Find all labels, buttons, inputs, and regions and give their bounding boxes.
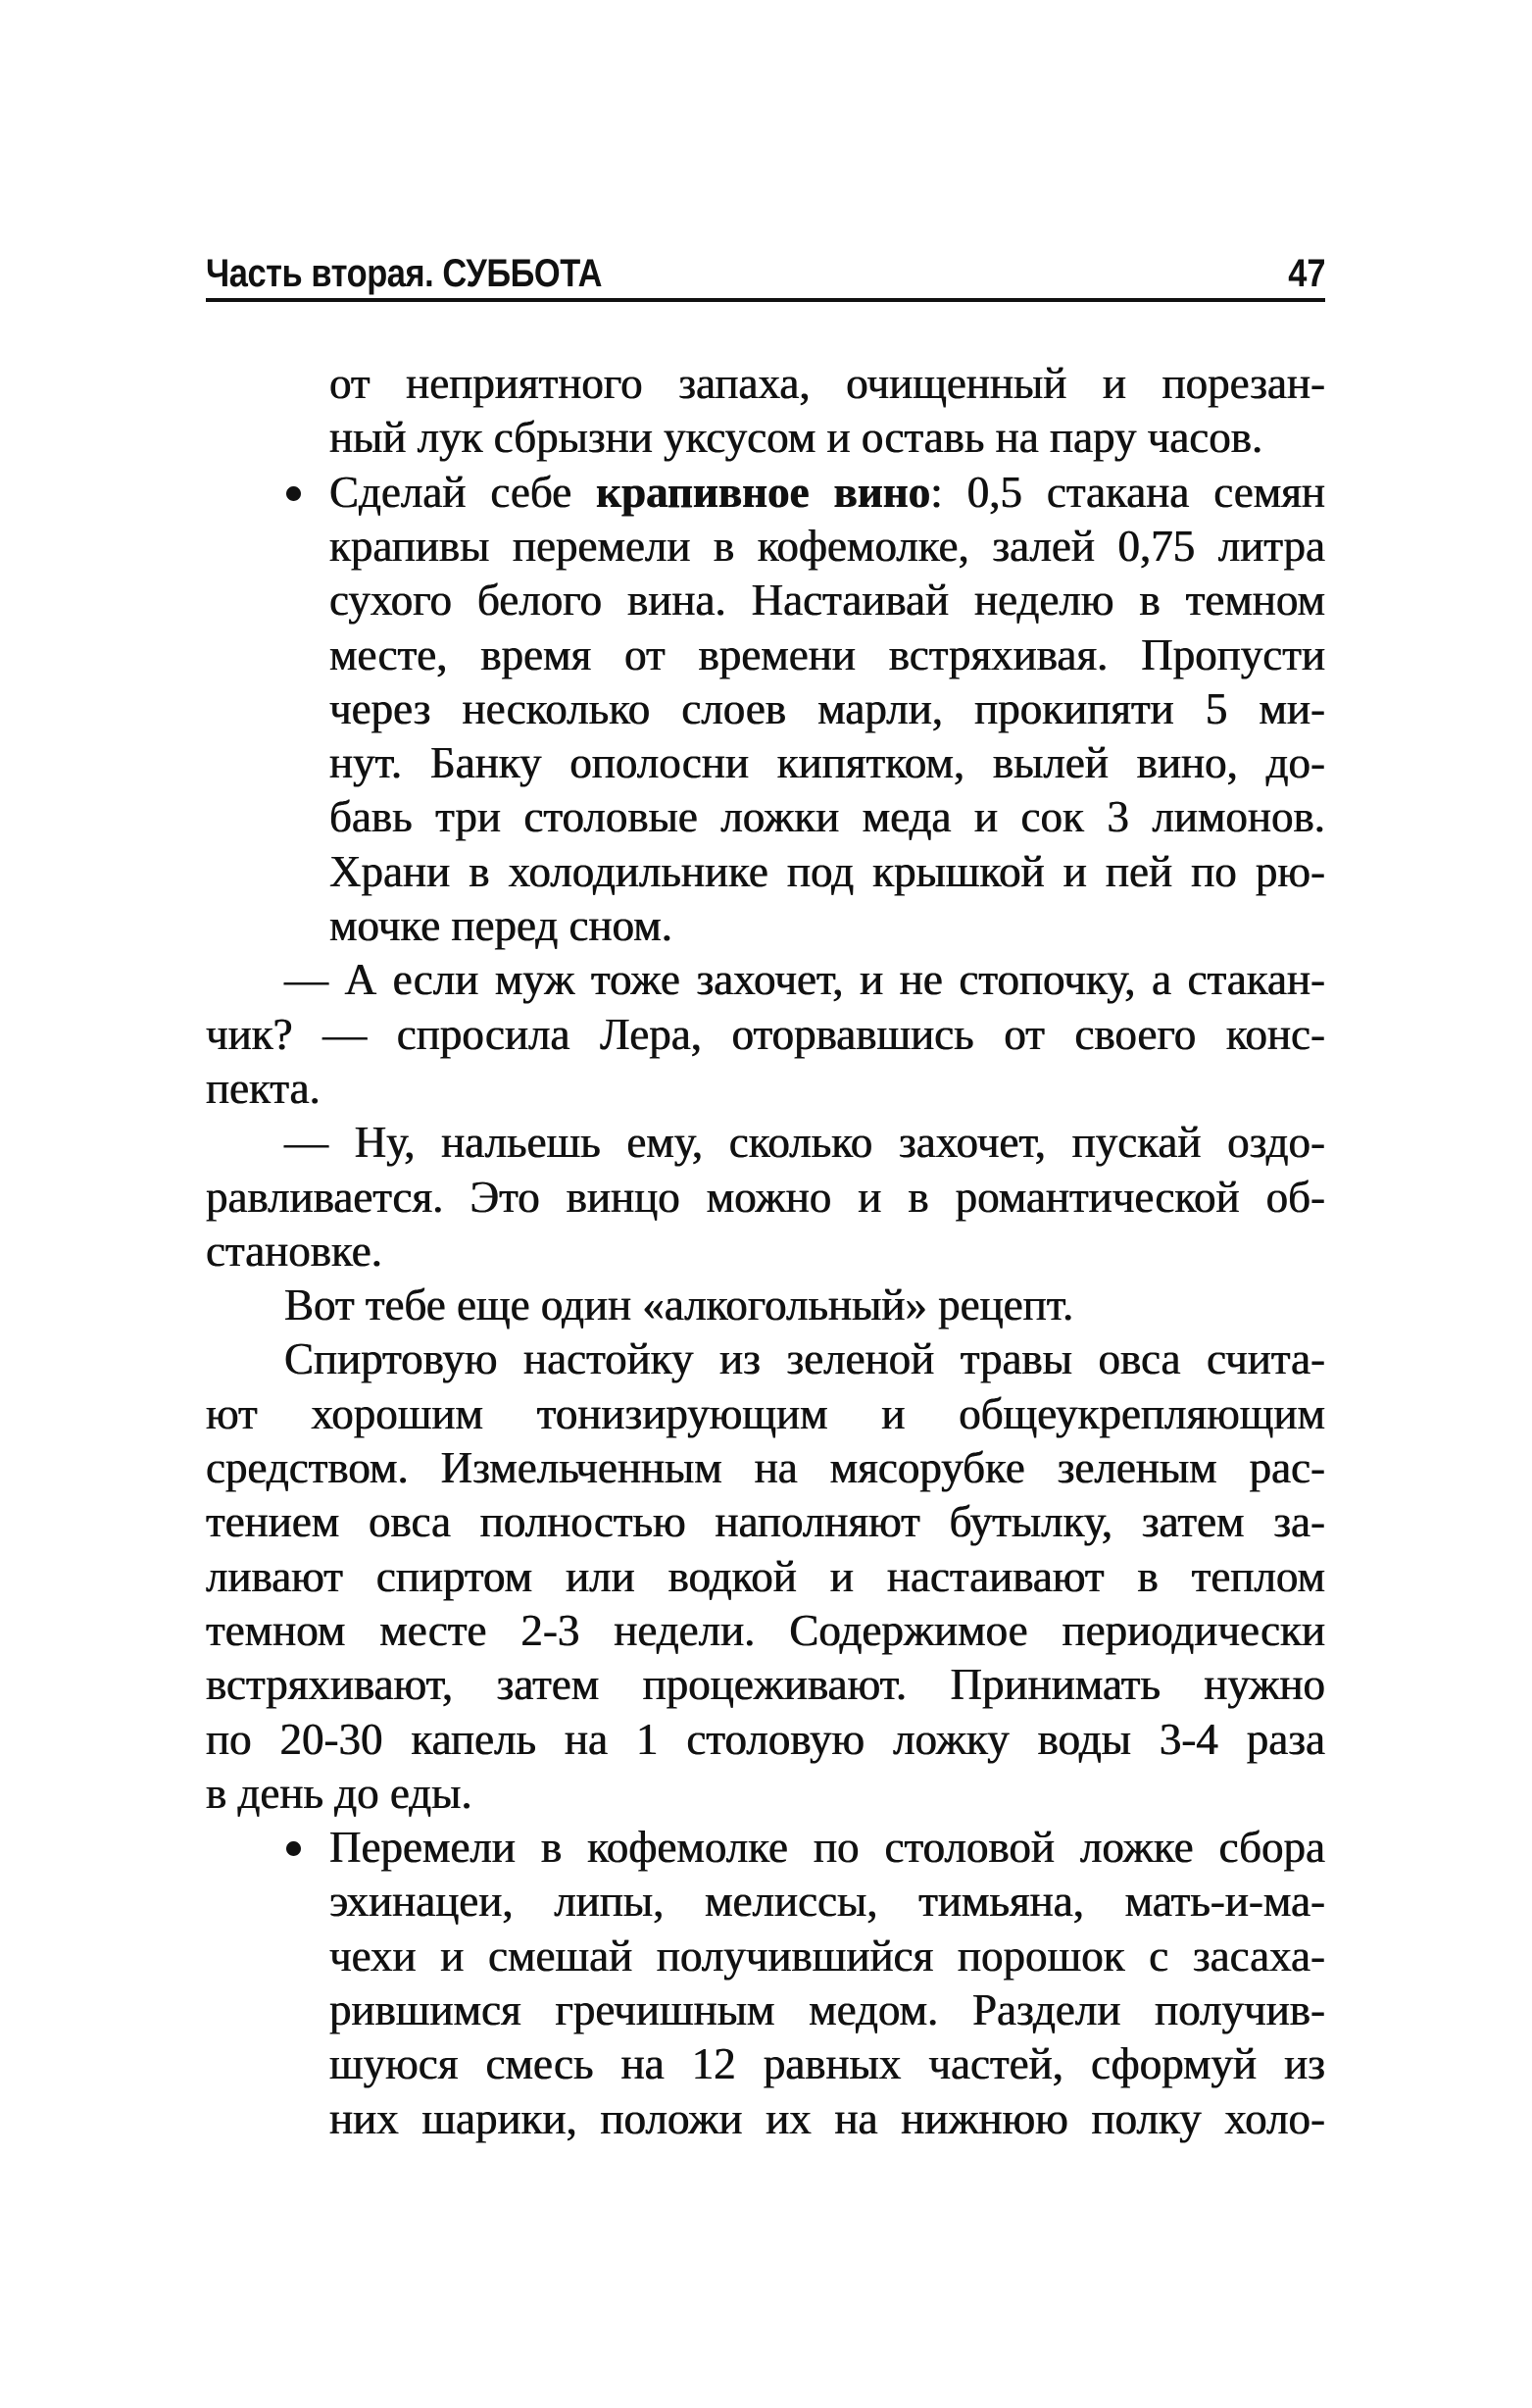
text-line <box>329 844 1325 899</box>
text-segment: через несколько слоев марли, прокипяти 5 ми- <box>329 683 1325 733</box>
text-segment: шуюся смесь на 12 равных частей, сформуй из <box>329 2039 1325 2089</box>
text-segment: : 0,5 стакана семян <box>930 467 1325 517</box>
text-segment: месте, время от времени встряхивая. Пропусти <box>329 629 1325 679</box>
text-line <box>329 1982 1325 2037</box>
text-line <box>206 1657 1325 1712</box>
text-segment: сухого белого вина. Настаивай неделю в темном <box>329 576 1325 626</box>
text-segment: — А если муж тоже захочет, и не стопочку, а стакан- <box>284 955 1325 1005</box>
text-segment: Сделай себе <box>329 467 597 517</box>
text-line <box>329 356 1325 411</box>
text-line <box>206 1061 1325 1116</box>
text-line <box>206 1224 1325 1279</box>
text-segment: от неприятного запаха, очищенный и порезан- <box>329 359 1325 408</box>
text-line <box>206 1603 1325 1658</box>
text-line <box>284 1278 1325 1332</box>
text-segment: пекта. <box>206 1063 321 1113</box>
text-line <box>329 735 1325 790</box>
bold-term: крапивное вино <box>596 467 931 517</box>
text-segment: мочке перед сном. <box>329 901 672 950</box>
text-segment: становке. <box>206 1226 382 1276</box>
text-segment: равливается. Это винцо можно и в романтической об- <box>206 1172 1325 1222</box>
text-line <box>329 898 1325 953</box>
text-line <box>284 1115 1325 1170</box>
text-segment: эхинацеи, липы, мелиссы, тимьяна, мать-и-ма- <box>329 1877 1325 1927</box>
text-line <box>329 681 1325 736</box>
text-line <box>206 1494 1325 1549</box>
running-title: Часть вторая. СУББОТА <box>206 252 603 295</box>
text-segment: — Ну, нальешь ему, сколько захочет, пускай оздо- <box>284 1118 1325 1168</box>
text-segment: крапивы перемели в кофемолке, залей 0,75 литра <box>329 521 1325 571</box>
text-segment: чик? — спросила Лера, оторвавшись от своего конс- <box>206 1009 1325 1059</box>
text-line <box>329 789 1325 844</box>
bullet-icon <box>286 1841 301 1856</box>
text-line <box>206 1170 1325 1225</box>
text-segment: темном месте 2-3 недели. Содержимое периодически <box>206 1605 1325 1655</box>
text-line <box>329 573 1325 627</box>
text-segment: по 20-30 капель на 1 столовую ложку воды 3-4 раза <box>206 1714 1325 1764</box>
text-segment: рившимся гречишным медом. Раздели получив- <box>329 1985 1325 2034</box>
text-line <box>329 1874 1325 1929</box>
page-number: 47 <box>1287 252 1325 295</box>
text-segment: встряхивают, затем процеживают. Принимать нужно <box>206 1660 1325 1710</box>
text-segment: Перемели в кофемолке по столовой ложке сбора <box>329 1823 1325 1873</box>
bullet-icon <box>286 486 301 501</box>
text-segment: Храни в холодильнике под крышкой и пей по рю- <box>329 846 1325 896</box>
text-line <box>206 1440 1325 1495</box>
text-segment: ют хорошим тонизирующим и общеукрепляющим <box>206 1388 1325 1438</box>
text-line <box>206 1386 1325 1441</box>
text-segment: чехи и смешай получившийся порошок с засаха- <box>329 1931 1325 1981</box>
text-segment: в день до еды. <box>206 1768 472 1818</box>
text-line <box>284 1331 1325 1386</box>
text-line <box>329 1820 1325 1875</box>
text-line <box>329 519 1325 574</box>
text-segment: Вот тебе еще один «алкогольный» рецепт. <box>284 1280 1074 1330</box>
text-segment: бавь три столовые ложки меда и сок 3 лимонов. <box>329 792 1325 842</box>
header-rule <box>206 298 1325 302</box>
text-line <box>284 952 1325 1007</box>
text-segment: тением овса полностью наполняют бутылку, затем за- <box>206 1497 1325 1547</box>
text-line <box>329 2091 1325 2146</box>
text-line <box>206 1766 1325 1821</box>
text-segment: Спиртовую настойку из зеленой травы овса счита- <box>284 1334 1325 1384</box>
text-line <box>206 1549 1325 1604</box>
text-line <box>329 1929 1325 1983</box>
text-segment: нут. Банку ополосни кипятком, вылей вино, до- <box>329 738 1325 788</box>
text-line <box>329 2036 1325 2091</box>
text-line <box>206 1712 1325 1767</box>
text-segment: средством. Измельченным на мясорубке зеленым рас- <box>206 1443 1325 1492</box>
text-segment: ливают спиртом или водкой и настаивают в теплом <box>206 1551 1325 1601</box>
text-segment: них шарики, положи их на нижнюю полку холо- <box>329 2093 1325 2143</box>
text-line <box>329 465 1325 520</box>
text-line <box>206 1007 1325 1062</box>
text-segment: ный лук сбрызни уксусом и оставь на пару часов. <box>329 413 1263 463</box>
text-line <box>329 627 1325 682</box>
running-header <box>206 245 1325 302</box>
text-line <box>329 410 1325 465</box>
